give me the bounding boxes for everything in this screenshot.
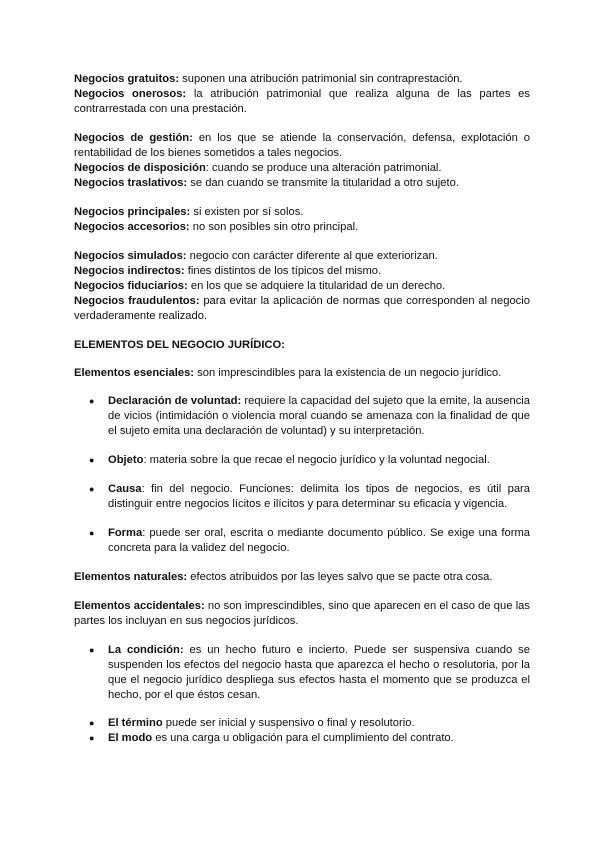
- definition-text: requiere la capacidad del sujeto que la emite, la ausencia de vicios (intimidación o violencia moral cuando se amenaza con la finalidad de que el sujeto emita una declaración de voluntad) y su interpretación.: [108, 395, 531, 437]
- elementos-accidentales: [74, 599, 530, 629]
- definition-text: puede ser inicial y suspensivo o final y resolutorio.: [162, 717, 415, 729]
- esenciales-list: [74, 394, 530, 439]
- definition-text: en los que se adquiere la titularidad de un derecho.: [187, 280, 446, 292]
- definition-term: Negocios de disposición: [74, 162, 206, 174]
- section-gestion-disposicion: [74, 131, 530, 191]
- definition-term: Negocios indirectos:: [74, 265, 185, 277]
- definition-paragraph: [74, 279, 530, 294]
- accidentales-list: [74, 643, 530, 703]
- definition-term: Negocios principales:: [74, 206, 191, 218]
- definition-text: fines distintos de los típicos del mismo.: [184, 265, 382, 277]
- definition-paragraph: [74, 599, 530, 629]
- definition-text: en los que se atiende la conservación, defensa, explotación o rentabilidad de los bienes sometidos a tales negocios.: [74, 132, 530, 159]
- definition-text: es un hecho futuro e incierto. Puede ser suspensiva cuando se suspenden los efectos del negocio hasta que aparezca el hecho o resolutoria, por la que el negocio jurídico despliega sus efectos hasta el momento que se produzca el hecho, por el que éstos cesan.: [108, 644, 531, 701]
- definition-term: Negocios onerosos:: [74, 88, 187, 100]
- definition-term: El término: [108, 717, 163, 729]
- definition-term: Negocios de gestión:: [74, 132, 193, 144]
- section-gratuitos-onerosos: [74, 72, 530, 117]
- section-heading: ELEMENTOS DEL NEGOCIO JURÍDICO:: [74, 339, 285, 351]
- definition-text: son imprescindibles para la existencia de un negocio jurídico.: [194, 367, 502, 379]
- definition-term: Negocios fiduciarios:: [74, 280, 188, 292]
- definition-paragraph: [74, 249, 530, 264]
- definition-term: Negocios accesorios:: [74, 221, 190, 233]
- definition-term: Causa: [108, 483, 142, 495]
- elementos-esenciales: [74, 366, 530, 381]
- definition-term: Forma: [108, 527, 143, 539]
- definition-paragraph: [74, 264, 530, 279]
- definition-text: : materia sobre la que recae el negocio jurídico y la voluntad negocial.: [143, 454, 490, 466]
- list-item: [74, 482, 530, 512]
- definition-text: es una carga u obligación para el cumplimiento del contrato.: [152, 732, 454, 744]
- definition-text: si existen por sí solos.: [190, 206, 304, 218]
- definition-paragraph: [74, 570, 530, 585]
- definition-paragraph: [74, 87, 530, 117]
- definition-paragraph: [74, 176, 530, 191]
- definition-text: : puede ser oral, escrita o mediante documento público. Se exige una forma concreta para la validez del negocio.: [108, 527, 530, 554]
- list-item: [74, 453, 530, 468]
- definition-text: : cuando se produce una alteración patrimonial.: [205, 162, 442, 174]
- definition-term: Declaración de voluntad:: [108, 395, 242, 407]
- definition-paragraph: [74, 205, 530, 220]
- definition-term: Negocios traslativos:: [74, 177, 188, 189]
- definition-paragraph: [74, 161, 530, 176]
- definition-term: Negocios simulados:: [74, 250, 187, 262]
- definition-text: se dan cuando se transmite la titularidad a otro sujeto.: [187, 177, 459, 189]
- definition-paragraph: [74, 131, 530, 161]
- definition-text: no son posibles sin otro principal.: [189, 221, 359, 233]
- definition-text: efectos atribuidos por las leyes salvo que se pacte otra cosa.: [187, 571, 493, 583]
- section-simulados-fraudulentos: [74, 249, 530, 324]
- definition-term: La condición:: [108, 644, 184, 656]
- definition-term: Negocios fraudulentos:: [74, 295, 200, 307]
- list-item: [74, 643, 530, 703]
- elementos-naturales: [74, 570, 530, 585]
- list-item: [74, 716, 530, 731]
- definition-term: Elementos naturales:: [74, 571, 188, 583]
- definition-text: la atribución patrimonial que realiza alguna de las partes es contrarrestada con una prestación.: [74, 88, 530, 115]
- definition-text: no son imprescindibles, sino que aparecen en el caso de que las partes los incluyan en sus negocios jurídicos.: [74, 600, 530, 627]
- definition-text: para evitar la aplicación de normas que corresponden al negocio verdaderamente realizado.: [74, 295, 530, 322]
- definition-text: negocio con carácter diferente al que exteriorizan.: [186, 250, 438, 262]
- list-item: [74, 526, 530, 556]
- definition-term: Elementos esenciales:: [74, 367, 195, 379]
- definition-paragraph: [74, 72, 530, 87]
- definition-term: Elementos accidentales:: [74, 600, 205, 612]
- definition-text: : fin del negocio. Funciones: delimita los tipos de negocios, es útil para distinguir entre negocios lícitos e ilícitos y para determinar su eficacia y vigencia.: [108, 483, 530, 510]
- esenciales-list: [74, 453, 530, 468]
- esenciales-list: [74, 526, 530, 556]
- esenciales-list: [74, 482, 530, 512]
- section-principales-accesorios: [74, 205, 530, 235]
- list-item: [74, 731, 530, 746]
- definition-paragraph: [74, 220, 530, 235]
- definition-text: suponen una atribución patrimonial sin contraprestación.: [179, 73, 463, 85]
- definition-term: Negocios gratuitos:: [74, 73, 180, 85]
- definition-paragraph: [74, 294, 530, 324]
- definition-term: Objeto: [108, 454, 144, 466]
- accidentales-list: [74, 716, 530, 746]
- definition-term: El modo: [108, 732, 153, 744]
- definition-paragraph: [74, 366, 530, 381]
- list-item: [74, 394, 530, 439]
